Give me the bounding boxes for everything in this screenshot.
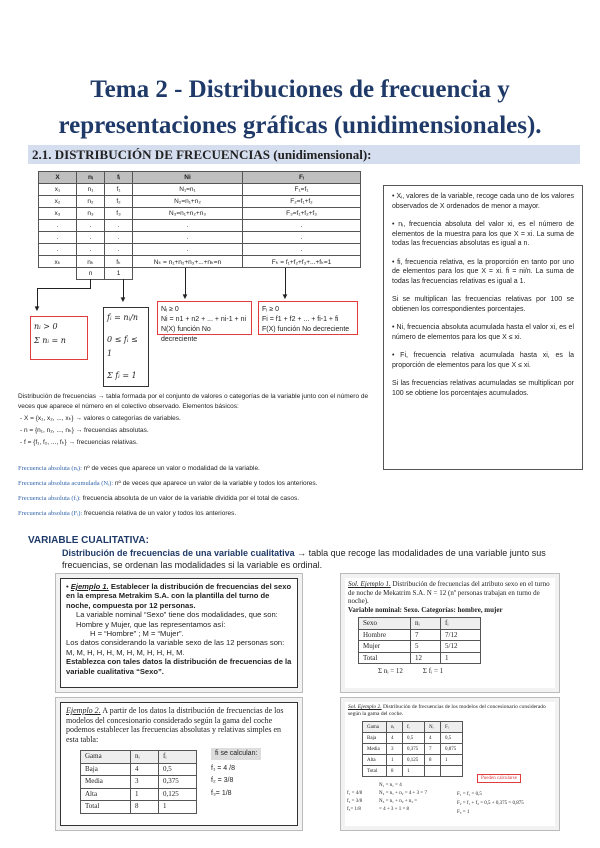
cell: f₁	[105, 184, 133, 196]
col-header: nᵢ	[77, 172, 105, 184]
Fi-nondecreasing: F(X) función No decreciente	[262, 326, 350, 333]
frequency-table	[38, 171, 361, 280]
solution1-intro: Sol. Ejemplo 1. Distribución de frecuencias del atributo sexo en el turno de noche de Mekatrim S.A. N = 12 (nº personas trabajan en turno de noche).	[348, 580, 550, 605]
cell: .	[243, 232, 361, 244]
Fi-positive: Fᵢ ≥ 0	[262, 306, 280, 313]
table-row	[39, 220, 361, 232]
def-row: Frecuencia absoluta (fᵢ): frecuencia absoluta de un valor de la variable dividida por el total de casos.	[18, 495, 300, 502]
cell: f₃	[105, 208, 133, 220]
fi-range: 0 ≤ fᵢ ≤ 1	[107, 335, 138, 358]
cell: Nₖ = n₁+n₂+n₃+...+nₖ=n	[133, 256, 243, 268]
cell: n₃	[77, 208, 105, 220]
cell: N₁=n₁	[133, 184, 243, 196]
table-row	[39, 196, 361, 208]
element-relative: - f = {f₁, f₂, ..., fₖ} → frecuencias relativas.	[20, 439, 138, 446]
example2-box	[60, 702, 298, 826]
def-row: Frecuencia absoluta (Fᵢ): frecuencia relativa de un valor y todos los anteriores.	[18, 510, 237, 517]
subsection-description: Distribución de frecuencias de una variable cualitativa → tabla que recoge las modalidades de una variable junto sus frecuencias, se ordenan las modalidades si la variable es ordinal.	[62, 548, 546, 570]
Ni-formula: Ni = n1 + n2 + ... + ni-1 + ni	[161, 316, 247, 323]
section-heading: 2.1. DISTRIBUCIÓN DE FRECUENCIAS (unidimensional):	[28, 145, 580, 164]
solution1-table: Sexo nᵢ fᵢ Hombre 7 7/12 Mujer 5 5/12 Total 12 1	[358, 617, 481, 664]
cell: nₖ	[77, 256, 105, 268]
solution2-mid-calcs: N₁ = n₁ = 4 N₂ = n₁ + n₂ = 4 + 3 = 7 N₃ = n₁ + n₂ + n₃ = = 4 + 3 + 1 = 8	[379, 783, 427, 812]
note-percent-accum: Si las frecuencias relativas acumuladas se multiplican por 100 se obtiene los porcentajes acumulados.	[392, 380, 574, 397]
col-header: Fᵢ	[243, 172, 361, 184]
note-badge: Pueden calcularse	[477, 774, 521, 783]
cell: F₁=f₁	[243, 184, 361, 196]
fi-formula: fᵢ = nᵢ/n	[107, 313, 138, 322]
note-fi: • fi, frecuencia relativa, es la proporción en tanto por uno de elementos para los que X = xi. fi = ni/n. La suma de todas las frecuencias relativas es igual a 1.	[392, 258, 574, 285]
example1-text: La variable nominal “Sexo” tiene dos modalidades, que son: Hombre y Mujer, que las representamos así:	[76, 610, 278, 629]
solution2-table: Gama nᵢ fᵢ Nᵢ Fᵢ Baja 4 0,5 4 0,5 Media 3 0,375 7 0,875 Alta 1 0,125 8 1 Total 8 1	[362, 721, 463, 777]
cell: .	[133, 220, 243, 232]
solution2-left-calcs: f₁ = 4/8 f₂ = 3/8 f₃= 1/8	[347, 791, 363, 812]
note-Fi: • Fi, frecuencia relativa acumulada hasta xi, es la proporción de elementos para los que X ≤ xi.	[392, 352, 574, 369]
solution2-right-calcs: F₁ = f₁ = 0,5 F₂ = f₁ + f₂ = 0,5 + 0,375 = 0,875 F₃ = 1	[457, 792, 524, 815]
cell: .	[39, 232, 77, 244]
cell: n₂	[77, 196, 105, 208]
cell: N₂=n₁+n₂	[133, 196, 243, 208]
example1-intro: • Ejemplo 1. Establecer la distribución de frecuencias del sexo en la empresa Metrakim S.A. con la plantilla del turno de noche, compuesta por 12 personas.	[66, 582, 292, 610]
note-Ni: • Ni, frecuencia absoluta acumulada hasta el valor xi, es el número de elementos para los que X ≤ xi.	[392, 324, 574, 341]
Fi-properties-box	[258, 301, 358, 335]
element-values: - X = {x₁, x₂, ..., xₖ} → valores o categorías de variables.	[20, 415, 181, 422]
cell: .	[77, 244, 105, 256]
arrow-down-icon: ▼	[281, 292, 289, 301]
example2-panel	[55, 697, 303, 831]
cell: F₃=f₁+f₂+f₃	[243, 208, 361, 220]
cell: Fₖ = f₁+f₂+f₃+...+fₖ=1	[243, 256, 361, 268]
cell: .	[133, 244, 243, 256]
example2-calcs: fi se calculan: f₁ = 4 /8 f₂ = 3/8 f₃= 1/8	[211, 748, 261, 798]
fi-properties-box	[103, 307, 149, 387]
col-header: X	[39, 172, 77, 184]
ni-properties-box	[30, 316, 88, 360]
table-row	[39, 232, 361, 244]
cell-total-n: n	[77, 268, 105, 280]
example1-panel	[55, 573, 303, 693]
definitions-panel	[383, 185, 583, 470]
page-title-line1: Tema 2 - Distribuciones de frecuencia y	[90, 76, 510, 103]
frequency-definitions	[18, 464, 378, 519]
cell: f₂	[105, 196, 133, 208]
example2-intro: Ejemplo 2. A partir de los datos la distribución de frecuencias de los modelos del concesionario considerado según la gama del coche podemos establecer las frecuencias absolutas y relativas simples en esta tabla:	[66, 706, 284, 744]
solution1-vars: Variable nominal: Sexo. Categorías: hombre, mujer	[348, 605, 503, 614]
cell: N₃=n₁+n₂+n₃	[133, 208, 243, 220]
cell: x₃	[39, 208, 77, 220]
Ni-properties-box	[157, 301, 252, 343]
note-ni: • nᵢ, frecuencia absoluta del valor xi, es el número de elementos de la muestra para los que X = xi. La suma de todas las frecuencias absolutas es igual a n.	[392, 221, 574, 247]
col-header: Ni	[133, 172, 243, 184]
Ni-positive: Nᵢ ≥ 0	[161, 306, 179, 313]
fi-sum: Σ fᵢ = 1	[107, 371, 137, 380]
solution1-box	[345, 578, 555, 688]
distribution-definition: Distribución de frecuencias → tabla formada por el conjunto de valores o categorías de la variable junto con el número de veces que aparece el número en el colectivo observado. Elementos básicos:	[18, 393, 369, 410]
example1-box	[60, 578, 298, 688]
Fi-formula: Fi = f1 + f2 + ... + fi-1 + fi	[262, 316, 339, 323]
arrow-down-icon: ▼	[119, 295, 127, 304]
elements-list	[20, 414, 360, 448]
def-row: Frecuencia absoluta (nᵢ): nº de veces que aparece un valor o modalidad de la variable.	[18, 465, 260, 472]
cell: F₂=f₁+f₂	[243, 196, 361, 208]
cell: xₖ	[39, 256, 77, 268]
cell: .	[243, 220, 361, 232]
arrow-down-icon: ▼	[181, 292, 189, 301]
example2-table: Gama nᵢ fᵢ Baja 4 0,5 Media 3 0,375 Alta 1 0,125 Total 8 1	[80, 750, 197, 814]
cell: .	[105, 244, 133, 256]
table-row	[39, 208, 361, 220]
table-row	[39, 256, 361, 268]
table-row	[39, 244, 361, 256]
ni-sum: Σ nᵢ = n	[34, 336, 66, 345]
cell: .	[39, 220, 77, 232]
subsection-title: VARIABLE CUALITATIVA:	[28, 535, 149, 546]
solution1-sums: Σ nᵢ = 12 Σ fᵢ = 1	[378, 667, 444, 675]
solution1-panel	[340, 573, 560, 693]
cell: .	[77, 220, 105, 232]
cell: x₁	[39, 184, 77, 196]
note-percent: Si se multiplican las frecuencias relativas por 100 se obtienen los correspondientes porcentajes.	[392, 296, 574, 313]
example1-task: Establezca con tales datos la distribución de frecuencias de la variable cualitativa “Sexo”.	[66, 657, 292, 676]
cell: .	[77, 232, 105, 244]
arrow-down-icon: ▼	[33, 304, 41, 313]
page-title-line2: representaciones gráficas (unidimensionales).	[58, 112, 542, 139]
cell: .	[39, 244, 77, 256]
note-xi: • Xᵢ, valores de la variable, recoge cada uno de los valores observados de X ordenados de menor a mayor.	[392, 193, 574, 210]
col-header: fᵢ	[105, 172, 133, 184]
element-absolute: - n = {n₁, n₂, ..., nₖ} → frecuencias absolutas.	[20, 427, 149, 434]
solution2-box	[345, 702, 555, 826]
cell: .	[105, 232, 133, 244]
cell-total-f: 1	[105, 268, 133, 280]
def-row: Frecuencia absoluta acumulada (Nᵢ): nº de veces que aparece un valor de la variable y todos los anteriores.	[18, 480, 318, 487]
example1-data: Los datos considerando la variable sexo de las 12 personas son: M, M, H, H, H, M, H, M, H, H, H, M.	[66, 638, 285, 657]
cell: fₖ	[105, 256, 133, 268]
cell: .	[243, 244, 361, 256]
ni-positive: nᵢ > 0	[34, 322, 58, 331]
connector-line	[37, 288, 91, 289]
Ni-nondecreasing: N(X) función No decreciente	[161, 326, 211, 343]
solution2-panel	[340, 697, 560, 831]
solution2-intro: Sol. Ejemplo 2. Distribución de frecuencias de los modelos del concesionario considerado según la gama del coche.	[348, 704, 546, 717]
table-row-totals	[39, 268, 361, 280]
example1-codes: H = “Hombre” ; M = “Mujer”.	[90, 629, 184, 639]
cell: x₂	[39, 196, 77, 208]
cell: .	[105, 220, 133, 232]
table-row	[39, 184, 361, 196]
cell: .	[133, 232, 243, 244]
cell: n₁	[77, 184, 105, 196]
